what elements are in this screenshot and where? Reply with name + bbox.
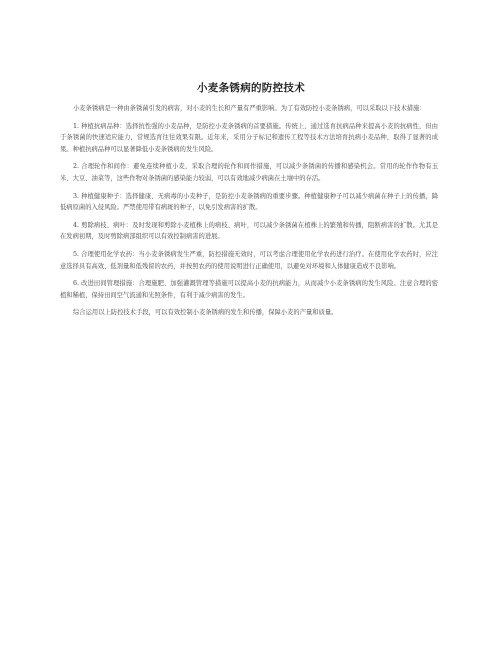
intro-paragraph: 小麦条锈病是一种由条锈菌引发的病害，对小麦的生长和产量有严重影响。为了有效防控小麦条锈病，可以采取以下技术措施：	[73, 105, 426, 112]
measure-3-paragraph: 3. 种植健康种子：选择健康、无病毒的小麦种子，是防控小麦条锈病的重要步骤。种植健康种子可以减少病菌在种子上的传播，降低病原菌的入侵风险。严禁使用带有病斑的种子，以免引发病害的扩散。	[60, 192, 438, 212]
document-body	[60, 103, 438, 325]
measure-2-paragraph: 2. 合理轮作和间作：避免连续种植小麦，采取合理的轮作和间作措施，可以减少条锈菌的传播和感染机会。常用的轮作作物有玉米、大豆、油菜等，这些作物对条锈菌的感染能力较弱，可以有效地减少病菌在土壤中的存活。	[60, 163, 438, 182]
document-title: 小麦条锈病的防控技术	[197, 82, 305, 94]
measure-6-paragraph: 6. 改进田间管理措施：合理施肥、加强灌溉管理等措施可以提高小麦的抗病能力，从而减少小麦条锈病的发生风险。注意合理的密植和稀植，保持田间空气流通和光照条件，有利于减少病害的发生。	[60, 280, 438, 299]
measure-5-paragraph: 5. 合理使用化学农药：当小麦条锈病发生严重，防控措施无效时，可以考虑合理使用化学农药进行治疗。在使用化学农药时，应注意选择具有高效、低剂量和低残留的农药，并按照农药的使用说明进行正确使用，以避免对环境和人体健康造成不良影响。	[60, 250, 438, 270]
conclusion-paragraph: 综合运用以上防控技术手段，可以有效控制小麦条锈病的发生和传播，保障小麦的产量和质量。	[73, 309, 338, 317]
measure-4-paragraph: 4. 剪除病枝、病叶：及时发现和剪除小麦植株上的病枝、病叶，可以减少条锈菌在植株上的繁殖和传播，阻断病害的扩散。尤其是在发病初期，及时剪除病部组织可以有效控制病害的进展。	[60, 221, 438, 241]
measure-1-paragraph: 1. 种植抗病品种：选择抗性强的小麦品种，是防控小麦条锈病的首要措施。传统上，通过选育抗病品种来提高小麦的抗病性，但由于条锈菌的快速适应能力，常规选育往往效果有限。近年来，采用分子标记和遗传工程等技术方法培育抗病小麦品种，取得了显著的成果。种植抗病品种可以显著降低小麦条锈病的发生风险。	[60, 122, 438, 153]
